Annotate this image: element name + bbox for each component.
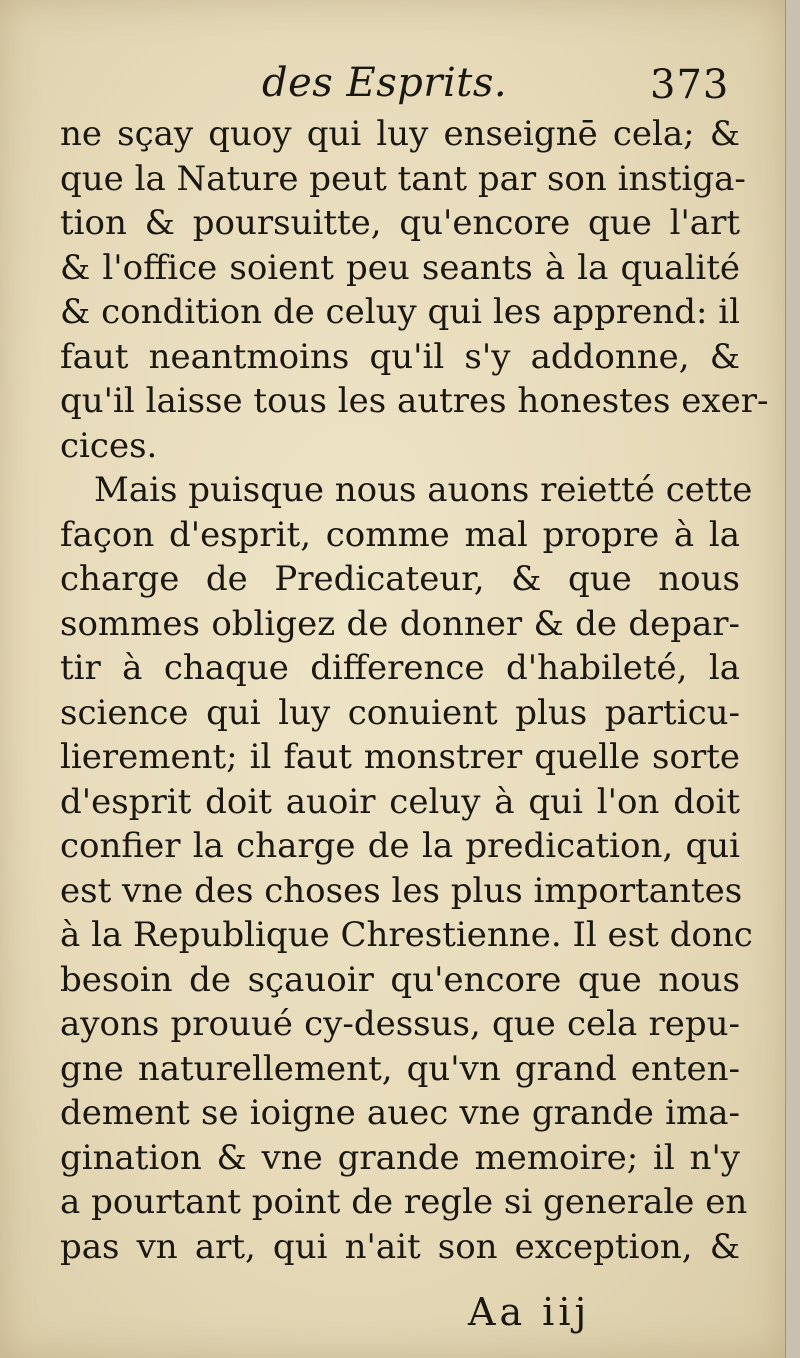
page-header — [0, 52, 786, 112]
text-line: gination & vne grande memoire; il n'y — [60, 1137, 740, 1178]
text-line: d'esprit doit auoir celuy à qui l'on doit — [60, 781, 740, 822]
page-number: 373 — [650, 62, 730, 108]
text-line: façon d'esprit, comme mal propre à la — [60, 514, 740, 555]
text-line: à la Republique Chrestienne. Il est donc — [60, 915, 753, 955]
text-line: cices. — [60, 425, 158, 466]
text-line: ne sçay quoy qui luy enseignē cela; & — [60, 114, 740, 154]
running-head: des Esprits. — [262, 60, 508, 106]
signature-mark: Aa iij — [468, 1290, 591, 1334]
text-line: a pourtant point de regle si generale en — [60, 1182, 748, 1222]
text-line: faut neantmoins qu'il s'y addonne, & — [60, 336, 740, 377]
text-line: pas vn art, qui n'ait son exception, & — [60, 1226, 740, 1267]
body-text — [60, 112, 769, 1269]
text-line: ayons prouué cy-dessus, que cela repu- — [60, 1004, 740, 1044]
text-line: confier la charge de la predication, qui — [60, 826, 740, 866]
text-line: sommes obligez de donner & de depar- — [60, 603, 740, 644]
text-line: dement se ioigne auec vne grande ima- — [60, 1093, 740, 1133]
text-line: science qui luy conuient plus particu- — [60, 692, 740, 733]
text-line: gne naturellement, qu'vn grand enten- — [60, 1048, 740, 1089]
text-line: lierement; il faut monstrer quelle sorte — [60, 737, 740, 777]
text-line: est vne des choses les plus importantes — [60, 870, 743, 911]
paragraph-first-line: Mais puisque nous auons reietté cette — [94, 470, 753, 510]
text-line: tir à chaque difference d'habileté, la — [60, 648, 740, 688]
text-line: & l'office soient peu seants à la qualité — [60, 247, 740, 288]
text-line: tion & poursuitte, qu'encore que l'art — [60, 203, 740, 243]
text-line: & condition de celuy qui les apprend: il — [60, 292, 740, 332]
text-line: charge de Predicateur, & que nous — [60, 559, 740, 599]
scan-edge — [785, 0, 800, 1358]
text-line: qu'il laisse tous les autres honestes exer- — [60, 381, 769, 421]
text-line: besoin de sçauoir qu'encore que nous — [60, 959, 740, 1000]
text-line: que la Nature peut tant par son instiga- — [60, 158, 746, 199]
